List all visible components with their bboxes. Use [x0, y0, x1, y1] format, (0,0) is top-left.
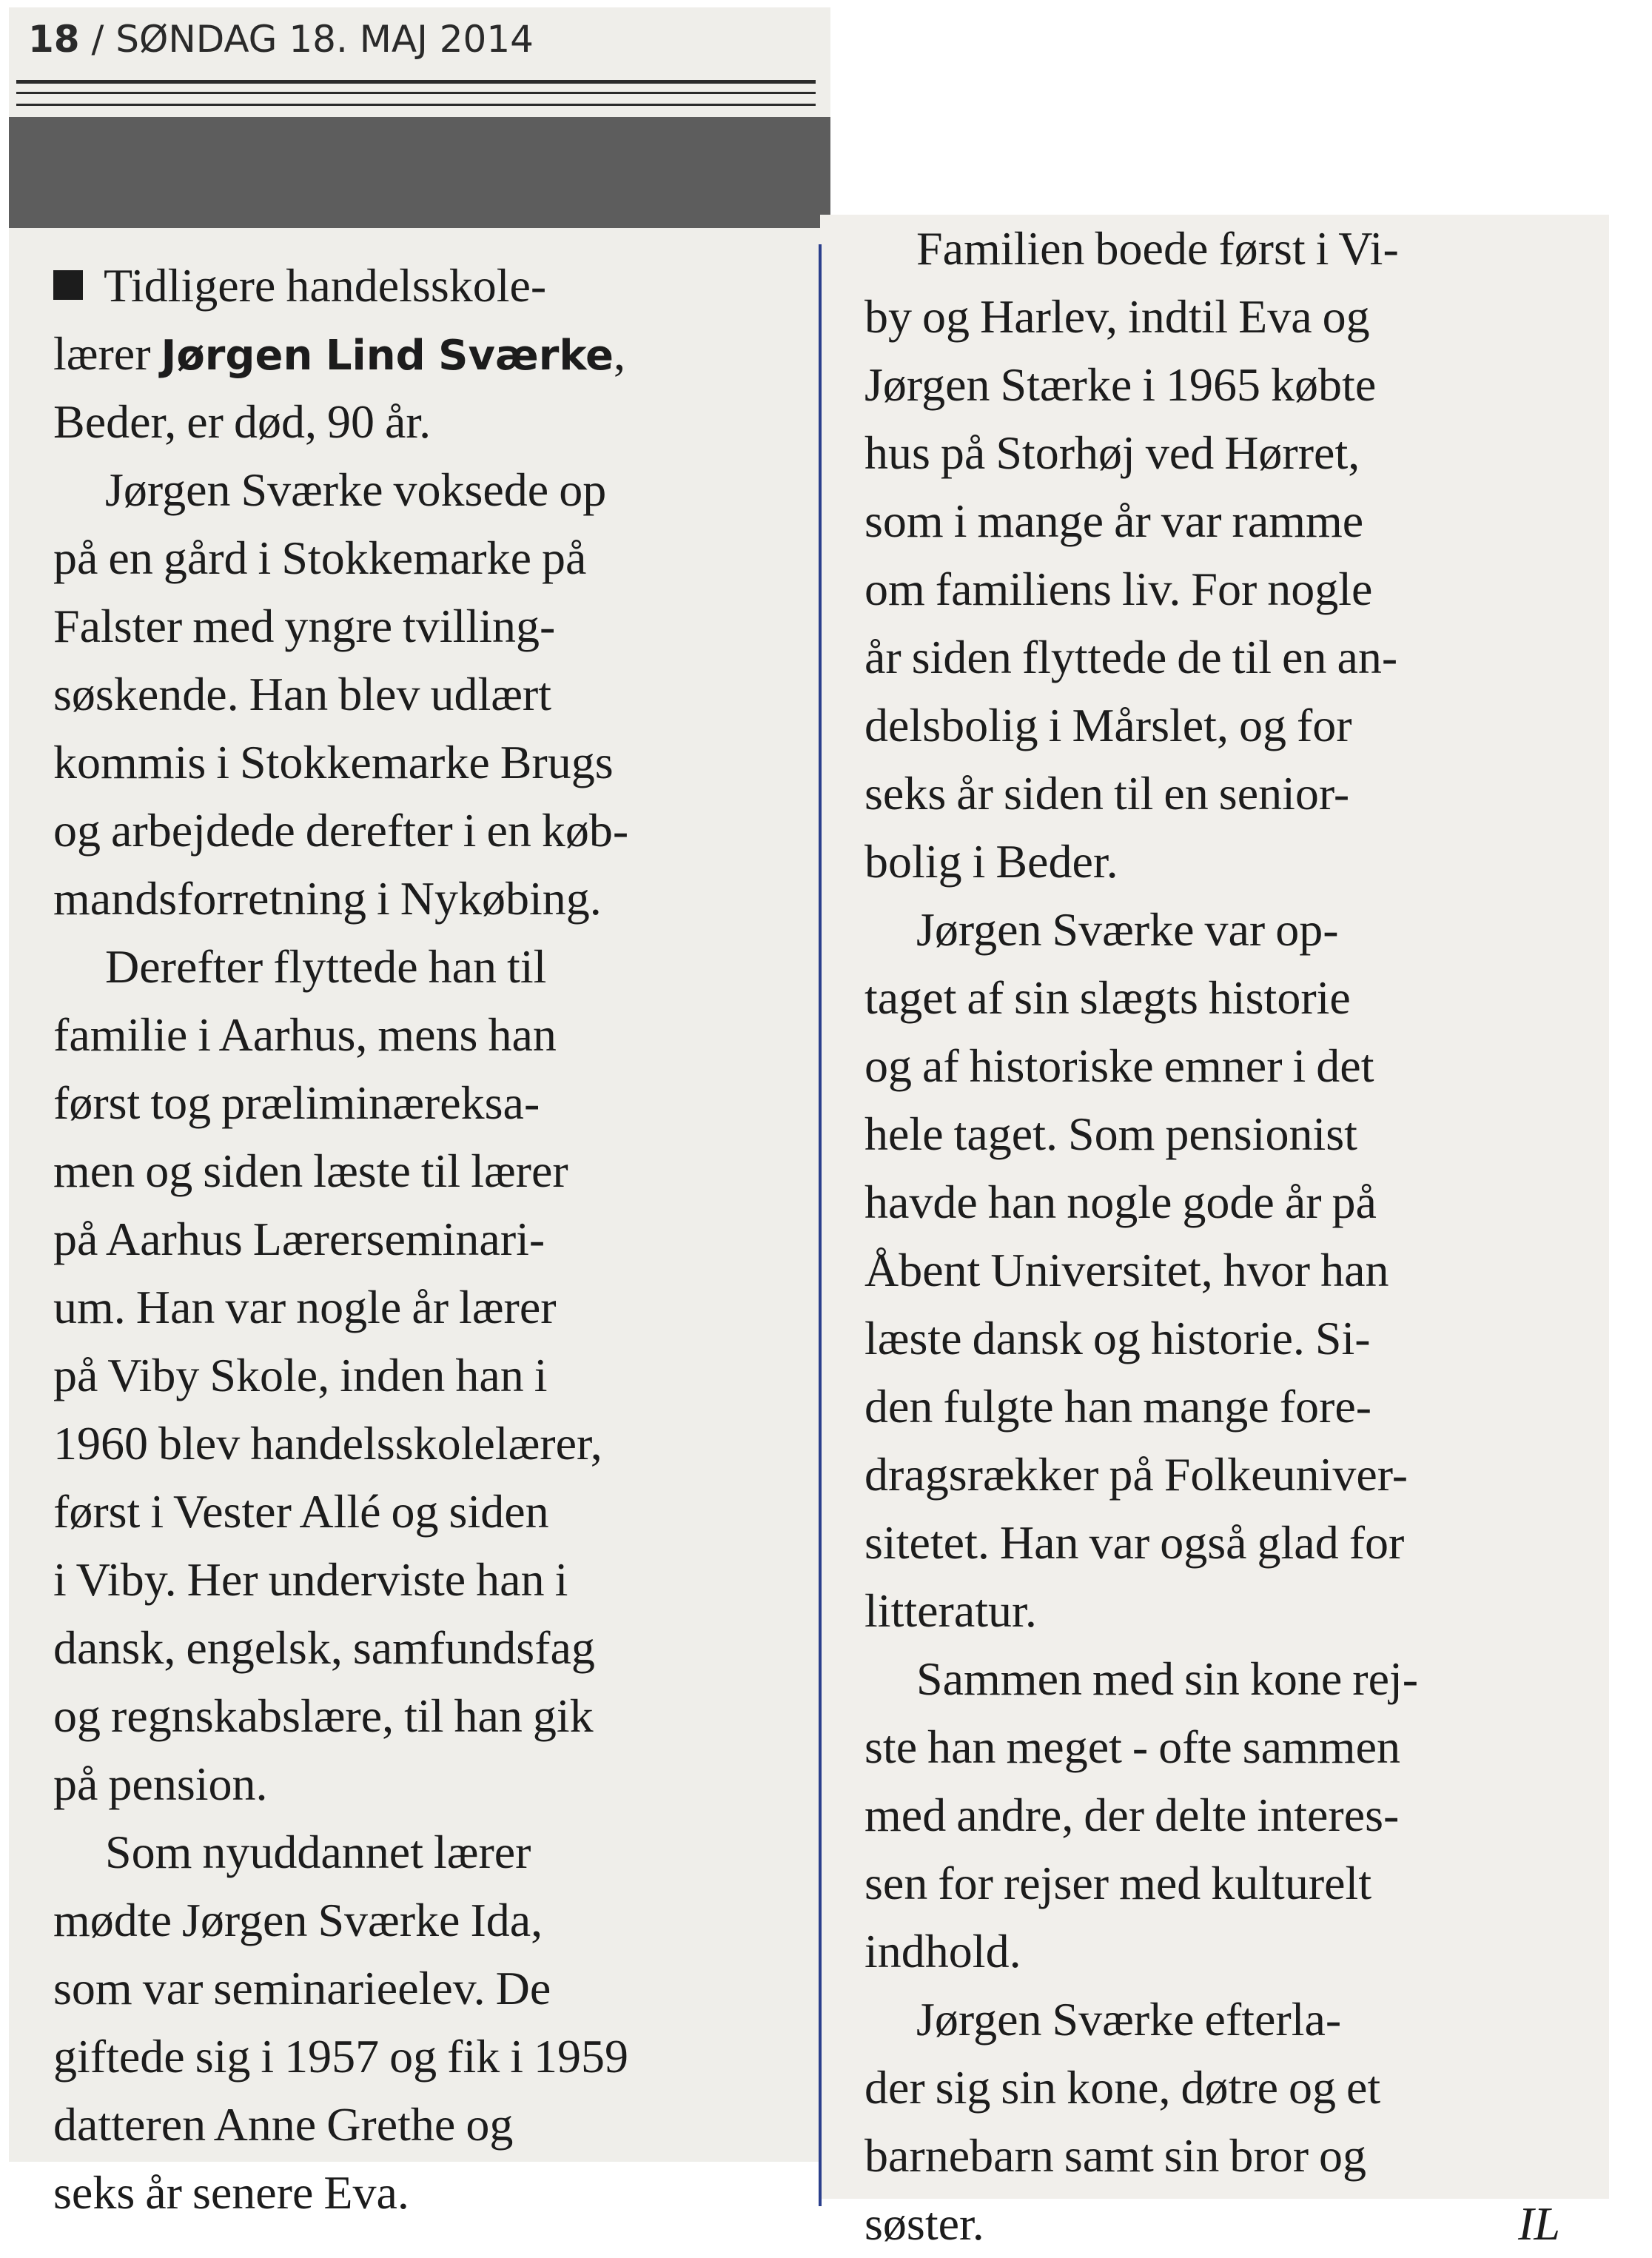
- text-line: seks år siden til en senior-: [864, 767, 1350, 820]
- left-text-column: [53, 252, 808, 2219]
- text-line: som i mange år var ramme: [864, 495, 1364, 547]
- masthead-date: SØNDAG 18. MAJ 2014: [115, 18, 534, 61]
- right-paragraph-2: [864, 896, 1590, 1645]
- text-line: men og siden læste til lærer: [53, 1145, 568, 1197]
- left-paragraph-1: [53, 456, 808, 933]
- text-line: først i Vester Allé og siden: [53, 1485, 549, 1538]
- text-line: på en gård i Stokkemarke på: [53, 532, 587, 584]
- text-line: seks år senere Eva.: [53, 2166, 409, 2219]
- masthead-rule-thick: [16, 80, 816, 84]
- text-line: 1960 blev handelsskolelærer,: [53, 1417, 602, 1470]
- lead-prefix: lærer: [53, 327, 161, 380]
- text-line: Familien boede først i Vi-: [916, 222, 1399, 275]
- text-line: Sammen med sin kone rej-: [916, 1652, 1419, 1705]
- text-line: søskende. Han blev udlært: [53, 668, 551, 720]
- text-line: Jørgen Sværke voksede op: [105, 463, 607, 516]
- text-line: på pension.: [53, 1758, 268, 1810]
- text-line: dansk, engelsk, samfundsfag: [53, 1621, 595, 1674]
- right-paragraph-3: [864, 1645, 1590, 1986]
- text-line: indhold.: [864, 1925, 1021, 1977]
- text-line: sen for rejser med kulturelt: [864, 1857, 1372, 1909]
- text-line: Jørgen Sværke efterla-: [916, 1993, 1342, 2046]
- text-line: Falster med yngre tvilling-: [53, 600, 556, 652]
- masthead-rule-thin: [16, 92, 816, 94]
- text-line: um. Han var nogle år lærer: [53, 1281, 557, 1333]
- text-line: først tog præliminæreksa-: [53, 1076, 540, 1129]
- text-line: dragsrækker på Folkeuniver-: [864, 1448, 1408, 1501]
- text-line: om familiens liv. For nogle: [864, 563, 1373, 615]
- text-line: barnebarn samt sin bror og: [864, 2129, 1367, 2182]
- text-line: Derefter flyttede han til: [105, 940, 547, 993]
- final-line-text: søster.: [864, 2197, 984, 2250]
- text-line: hus på Storhøj ved Hørret,: [864, 426, 1360, 479]
- page-number: 18: [28, 18, 80, 61]
- left-paragraph-3: [53, 1818, 808, 2227]
- deceased-name: Jørgen Lind Sværke: [161, 332, 614, 380]
- clipping-edge-line: [819, 244, 822, 2206]
- text-line: med andre, der delte interes-: [864, 1789, 1400, 1841]
- masthead: [28, 18, 534, 61]
- square-bullet-icon: [53, 270, 83, 300]
- text-line: som var seminarieelev. De: [53, 1962, 551, 2014]
- text-line: ste han meget - ofte sammen: [864, 1721, 1400, 1773]
- text-line: på Viby Skole, inden han i: [53, 1349, 548, 1401]
- text-line: på Aarhus Lærerseminari-: [53, 1213, 545, 1265]
- text-line: i Viby. Her underviste han i: [53, 1553, 568, 1606]
- right-clipping: [820, 215, 1609, 2250]
- text-line: familie i Aarhus, mens han: [53, 1008, 557, 1061]
- text-line: litteratur.: [864, 1584, 1037, 1637]
- text-line: og arbejdede derefter i en køb-: [53, 804, 629, 857]
- left-paragraph-2: [53, 933, 808, 1818]
- right-paragraph-4: [864, 1986, 1590, 2258]
- right-paragraph-1: [864, 215, 1590, 896]
- text-line: by og Harlev, indtil Eva og: [864, 290, 1370, 343]
- text-line: [864, 2190, 1590, 2258]
- text-line: år siden flyttede de til en an-: [864, 631, 1398, 683]
- text-line: den fulgte han mange fore-: [864, 1380, 1372, 1433]
- text-line: og regnskabslære, til han gik: [53, 1689, 594, 1742]
- text-line: hele taget. Som pensionist: [864, 1108, 1357, 1160]
- text-line: Jørgen Stærke i 1965 købte: [864, 358, 1377, 411]
- lead-line: Beder, er død, 90 år.: [53, 395, 432, 448]
- left-clipping: [9, 7, 830, 2219]
- text-line: havde han nogle gode år på: [864, 1176, 1377, 1228]
- text-line: datteren Anne Grethe og: [53, 2098, 514, 2151]
- text-line: Som nyuddannet lærer: [105, 1826, 531, 1878]
- author-signature: IL: [1518, 2197, 1560, 2250]
- text-line: mandsforretning i Nykøbing.: [53, 872, 602, 925]
- lead-line: [53, 252, 808, 320]
- text-line: og af historiske emner i det: [864, 1039, 1374, 1092]
- lead-suffix: ,: [614, 327, 626, 380]
- text-line: giftede sig i 1957 og fik i 1959: [53, 2030, 629, 2083]
- text-line: delsbolig i Mårslet, og for: [864, 699, 1352, 751]
- text-line: taget af sin slægts historie: [864, 971, 1351, 1024]
- text-line: sitetet. Han var også glad for: [864, 1516, 1405, 1569]
- text-line: mødte Jørgen Sværke Ida,: [53, 1894, 543, 1946]
- text-line: læste dansk og historie. Si-: [864, 1312, 1371, 1364]
- lead-line: [53, 320, 808, 388]
- lead-text: Tidligere handelsskole-: [104, 259, 547, 312]
- text-line: kommis i Stokkemarke Brugs: [53, 736, 614, 788]
- masthead-rule-thin-lower: [16, 104, 816, 106]
- text-line: der sig sin kone, døtre og et: [864, 2061, 1381, 2114]
- header-grey-band: [9, 117, 830, 228]
- text-line: Åbent Universitet, hvor han: [864, 1244, 1389, 1296]
- text-line: Jørgen Sværke var op-: [916, 903, 1339, 956]
- right-text-column: [864, 215, 1590, 2250]
- text-line: bolig i Beder.: [864, 835, 1118, 888]
- masthead-separator: /: [79, 18, 116, 61]
